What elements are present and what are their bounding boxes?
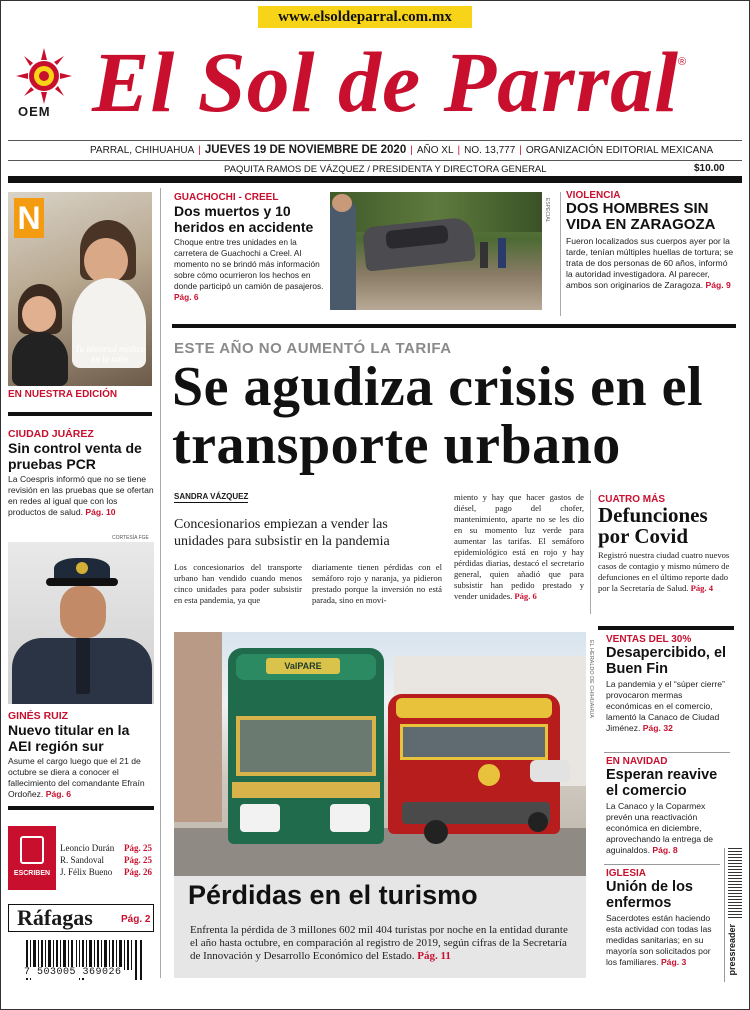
oem-logo: OEM — [18, 104, 51, 119]
rule — [604, 864, 720, 865]
story-iglesia[interactable] — [606, 868, 718, 968]
headline: Desapercibido, el Buen Fin — [606, 645, 727, 677]
column-divider — [590, 490, 591, 614]
rule — [172, 324, 736, 328]
story-body: Asume el cargo luego que el 21 de octubre se diera a conocer el fallecimiento del comandante Efraín Ordoñez. Pág. 6 — [8, 756, 145, 799]
story-buenfin[interactable] — [606, 634, 728, 734]
rafagas-title: Ráfagas — [17, 905, 93, 930]
story-violencia[interactable] — [566, 190, 736, 291]
story-body: Sacerdotes están haciendo esta actividad con todas las medidas sanitarias; en su mayoría son solicitados por los familiares. Pág. 3 — [606, 913, 712, 967]
kicker: CUATRO MÁS — [598, 494, 666, 505]
pressreader-label: pressreader — [727, 924, 737, 976]
kicker: CIUDAD JUÁREZ — [8, 428, 94, 440]
kicker: VENTAS DEL 30% — [606, 634, 692, 645]
masthead-bar — [8, 176, 742, 183]
headline: Defunciones por Covid — [598, 503, 708, 548]
registered-mark: ® — [678, 56, 687, 68]
kicker: IGLESIA — [606, 868, 647, 879]
story-gines[interactable] — [8, 710, 154, 800]
columnists-list — [60, 842, 152, 878]
story-juarez[interactable] — [8, 428, 154, 518]
story-covid[interactable] — [598, 494, 734, 594]
sun-logo-icon — [16, 48, 72, 104]
dateline: PARRAL, CHIHUAHUA | JUEVES 19 DE NOVIEMBRE DE 2020 | AÑO XL | NO. 13,777 | ORGANIZACIÓN EDITORIAL MEXICANA — [90, 144, 714, 156]
headline: Dos muertos y 10 heridos en accidente — [174, 203, 314, 235]
rule — [598, 626, 734, 630]
rafagas-box[interactable] — [8, 904, 154, 932]
photo-credit: EL HERALDO DE CHIHUAHUA — [588, 640, 594, 719]
kicker: VIOLENCIA — [566, 190, 621, 201]
main-headline[interactable]: Se agudiza crisis en el transporte urbano — [172, 356, 704, 476]
story-body: La pandemia y el “súper cierre” provocaron mermas económicas en el comercio, lamentó la Canaco de Ciudad Jiménez. Pág. 32 — [606, 679, 725, 733]
n-magazine-logo: N — [14, 198, 44, 238]
price: $10.00 — [694, 163, 725, 174]
main-col-3: miento y hay que hacer gastos de diésel, pago del chofer, mantenimiento, aparte no se les dio en su momento luz verde para aumentar las tarifas. El semáforo epidemiológico está en rojo y hay pérdidas diarias, destacó el secretario general, quien añadió que para subsistir han pedido prestado y vender unidades. Pág. 6 — [454, 492, 584, 601]
tourist-trolley-photo[interactable]: ValPARE — [174, 632, 586, 876]
website-url[interactable]: www.elsoldeparral.com.mx — [258, 6, 472, 28]
story-guachochi[interactable] — [174, 192, 324, 303]
main-kicker: ESTE AÑO NO AUMENTÓ LA TARIFA — [174, 340, 452, 357]
main-col-1: Los concesionarios del transporte urbano han vendido cuando menos cinco unidades para poder subsistir en esta pandemia, ya que — [174, 562, 302, 605]
column-divider — [560, 192, 561, 316]
director-line: PAQUITA RAMOS DE VÁZQUEZ / PRESIDENTA Y DIRECTORA GENERAL — [224, 164, 547, 175]
rule — [8, 806, 154, 810]
headline: Esperan reavive el comercio — [606, 767, 718, 799]
promo-label[interactable]: EN NUESTRA EDICIÓN — [8, 389, 118, 400]
headline: Sin control venta de pruebas PCR — [8, 440, 142, 472]
pressreader-strip — [724, 848, 742, 982]
headline: Unión de los enfermos — [606, 879, 693, 911]
story-body: Choque entre tres unidades en la carretera de Guachochi a Creel. Al momento no se brindó más información sobre cómo ocurrieron los hechos en donde participó un camión de pasajeros. Pág. 6 — [174, 237, 324, 302]
rule — [8, 160, 742, 161]
story-body: Fueron localizados sus cuerpos ayer por la tarde, tenían múltiples huellas de tortura; se trata de dos personas de 60 años, informó la autoridad investigadora. Al parecer, ambos son originarios de Zaragoza. Pág. 9 — [566, 236, 734, 290]
officer-photo[interactable] — [8, 542, 154, 704]
turismo-body: Enfrenta la pérdida de 3 millones 602 mil 404 turistas por noche en la entidad durante el año hasta octubre, en comparación al registro de 2019, según cifras de la Secretaría de Innovación y Desarrollo Económico del Estado. Pág. 11 — [190, 924, 568, 962]
photo-credit: ESPECIAL — [544, 198, 550, 223]
story-body: La Coespris informó que no se tiene revisión en las pruebas que se ofertan en redes al igual que con los productos de salud. Pág. 10 — [8, 474, 154, 517]
rule — [8, 412, 152, 416]
columnist[interactable]: Leoncio Durán Pág. 25 — [60, 843, 152, 853]
barcode-number: 7 503005 369026 — [24, 967, 122, 978]
escriben-badge: ESCRIBEN — [8, 826, 56, 890]
crash-photo[interactable] — [330, 192, 542, 310]
story-body: La Canaco y la Coparmex prevén una reactivación económica en diciembre, aprovechando la entrega de aguinaldos. Pág. 8 — [606, 801, 714, 855]
main-deck: Concesionarios empiezan a vender las unidades para subsistir en la pandemia — [174, 517, 390, 549]
rule — [8, 140, 742, 141]
magazine-promo-image[interactable] — [8, 192, 152, 386]
turismo-headline[interactable]: Pérdidas en el turismo — [188, 880, 478, 910]
story-navidad[interactable] — [606, 756, 718, 856]
headline: DOS HOMBRES SIN VIDA EN ZARAGOZA — [566, 200, 716, 233]
story-body: Registró nuestra ciudad cuatro nuevos casos de contagio y mismo número de defunciones en el último reporte dado por la Secretaría de Salud. Pág. 4 — [598, 550, 730, 593]
main-col-2: diariamente tienen pérdidas con el semáforo rojo y naranja, ya pidieron prestado porque la inversión no está parada, sino en movi- — [312, 562, 442, 605]
rafagas-page: Pág. 2 — [121, 914, 151, 925]
kicker: GINÉS RUIZ — [8, 710, 69, 722]
column-divider — [160, 188, 161, 978]
photo-credit: CORTESÍA FGE — [112, 535, 149, 541]
columnist[interactable]: R. Sandoval Pág. 25 — [60, 855, 152, 865]
newspaper-title: El Sol de Parral — [92, 34, 680, 130]
columnist[interactable]: J. Félix Bueno Pág. 26 — [60, 867, 152, 877]
headline: Nuevo titular en la AEI región sur — [8, 722, 130, 754]
kicker: EN NAVIDAD — [606, 756, 668, 767]
rule — [604, 752, 730, 753]
promo-caption: Tu historial médico en la nube — [74, 344, 145, 364]
byline: SANDRA VÁZQUEZ — [174, 492, 249, 501]
kicker: GUACHOCHI - CREEL — [174, 192, 279, 203]
